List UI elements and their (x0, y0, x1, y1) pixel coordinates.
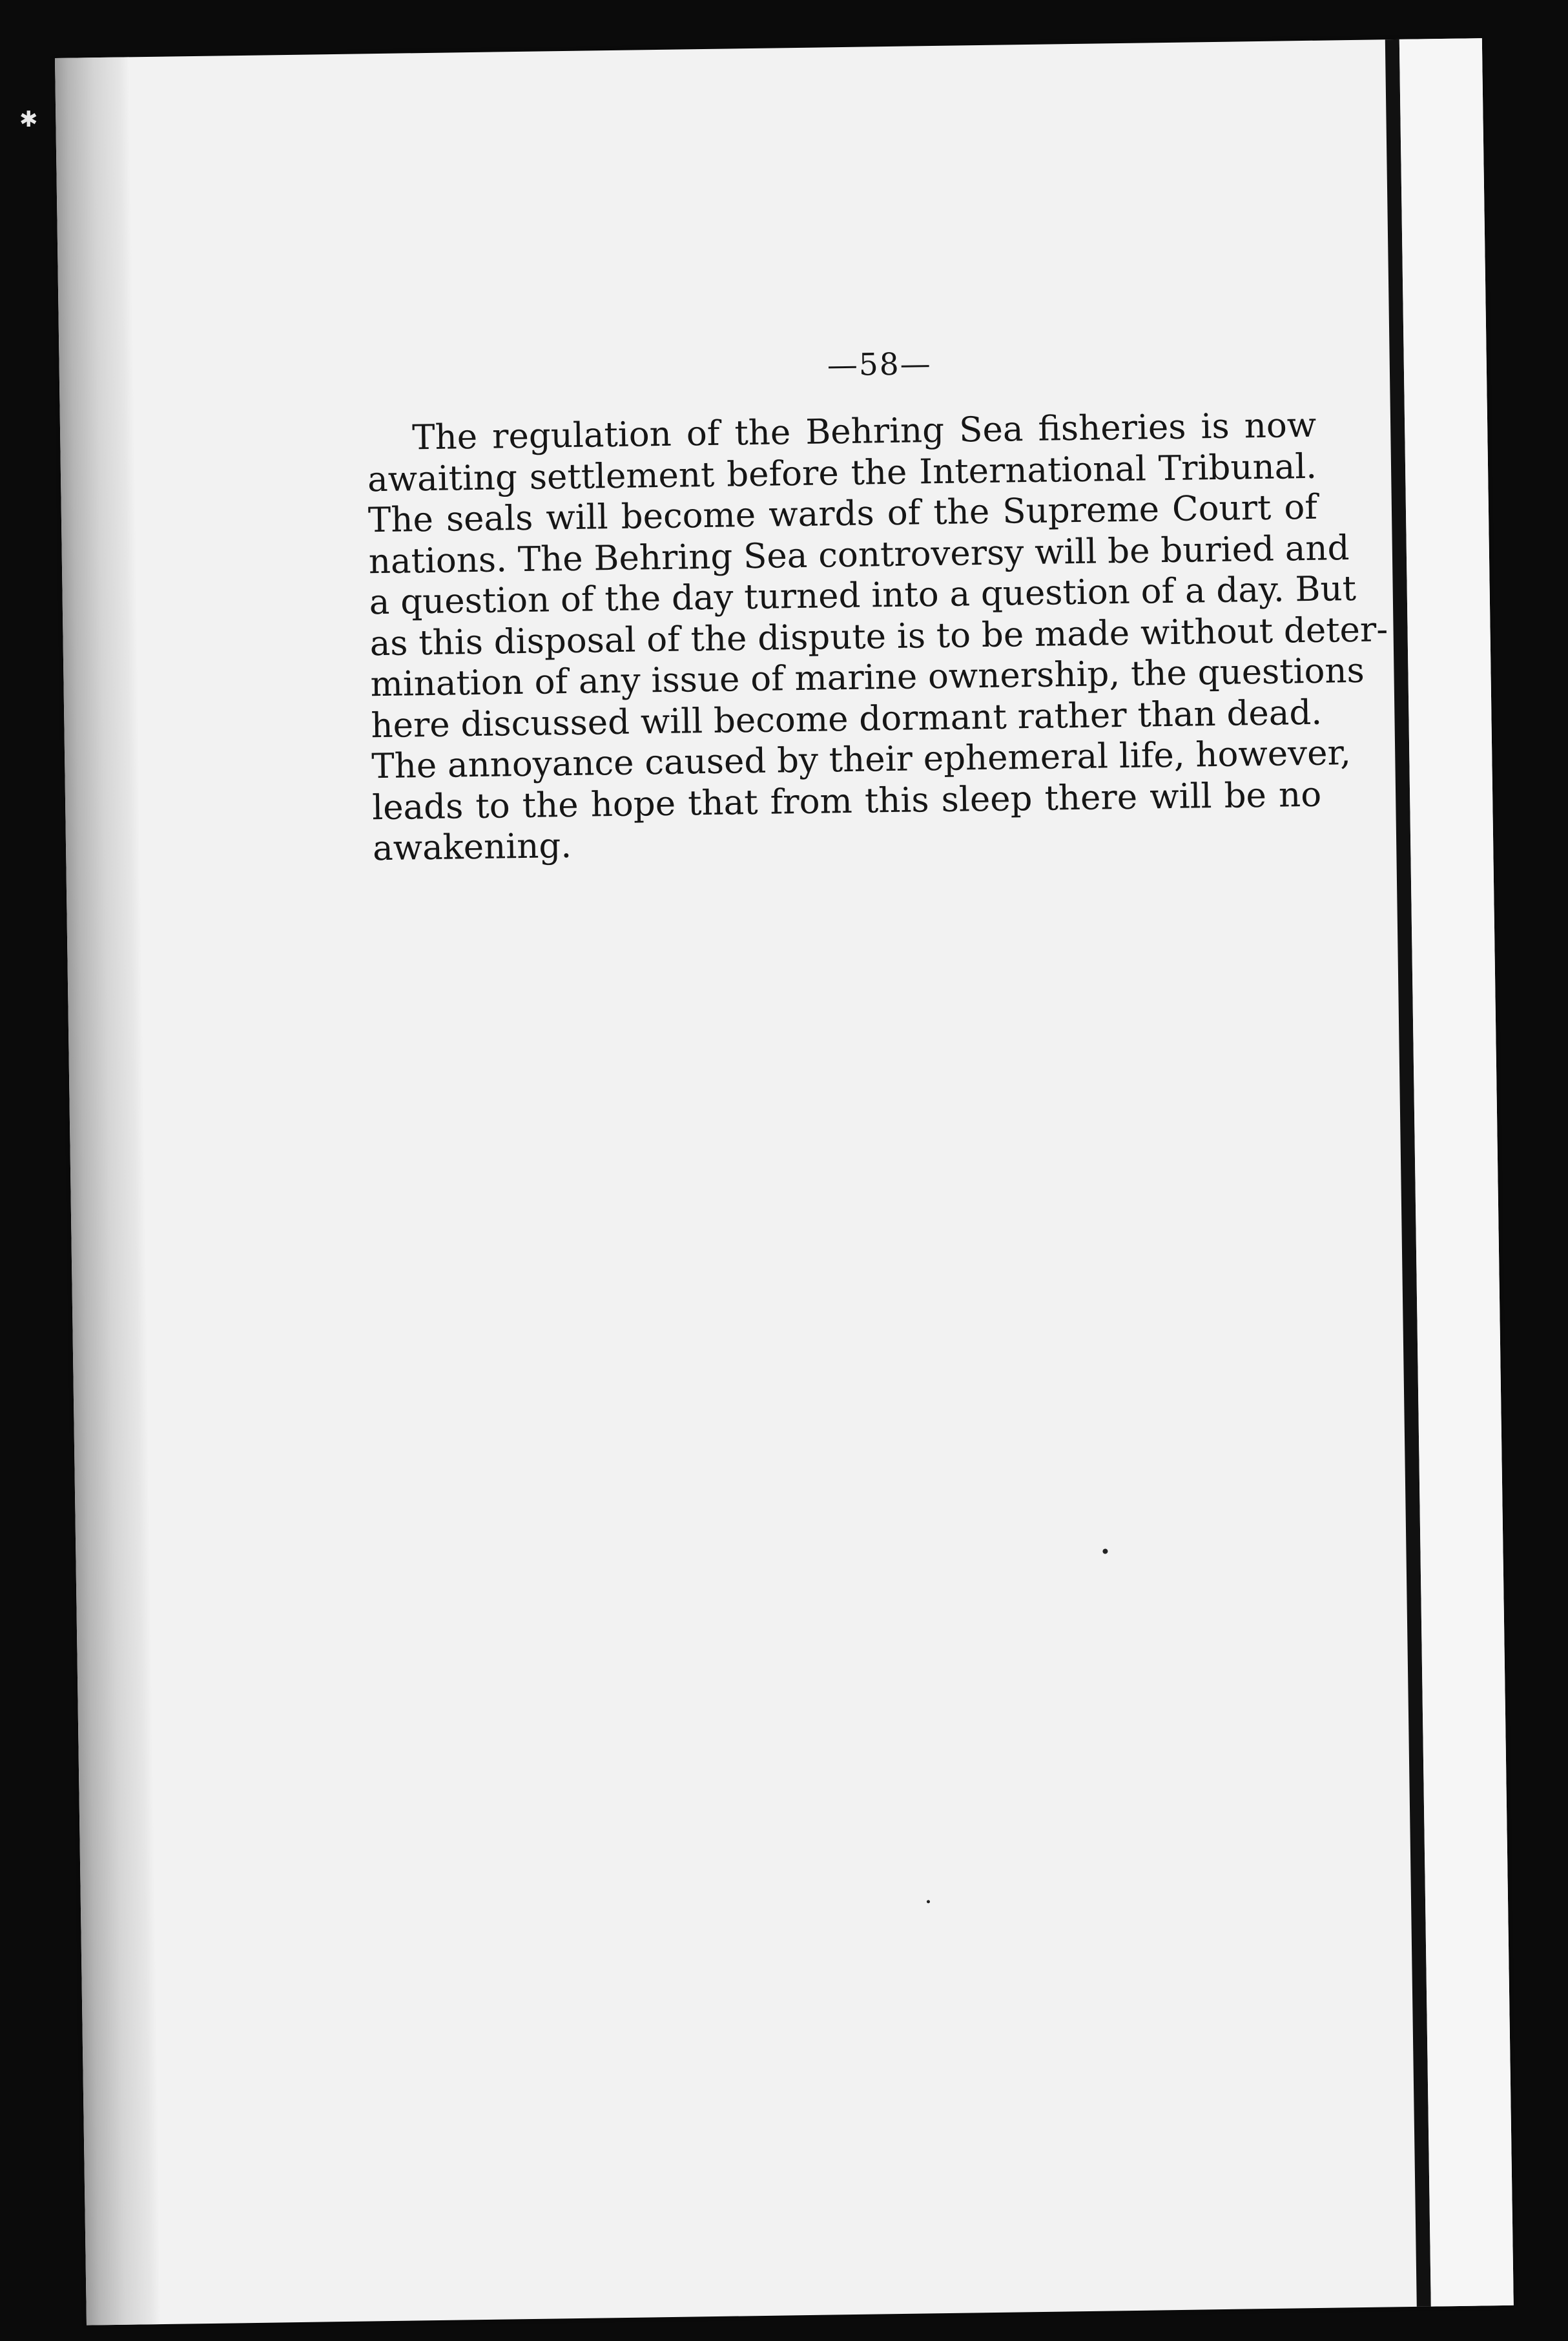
ink-speck (1102, 1548, 1108, 1554)
paragraph-line: awakening. (372, 826, 572, 869)
book-page (55, 38, 1514, 2325)
paragraph-line: The seals will become wards of the Supreme Court of (367, 487, 1318, 541)
scan-corner-mark: ✱ (19, 107, 38, 132)
paragraph-line: as this disposal of the dispute is to be made without deter- (369, 609, 1388, 663)
paragraph-line: The annoyance caused by their ephemeral life, however, (371, 733, 1352, 787)
page-number: —58— (827, 346, 933, 384)
paragraph-line: The regulation of the Behring Sea fisheries is now (411, 405, 1317, 458)
paragraph-line: here discussed will become dormant rather than dead. (371, 692, 1323, 745)
ink-speck (927, 1900, 930, 1903)
paragraph-line: leads to the hope that from this sleep there will be no (371, 775, 1322, 827)
page-content (366, 341, 1388, 869)
paragraph-line: a question of the day turned into a question of a day. But (369, 568, 1357, 623)
paragraph-line: nations. The Behring Sea controversy will be buried and (368, 528, 1350, 581)
paragraph-line: awaiting settlement before the International Tribunal. (367, 446, 1317, 499)
page-edge-shadow (55, 57, 161, 2325)
body-paragraph (367, 405, 1388, 869)
paragraph-line: mination of any issue of marine ownership, the questions (370, 650, 1365, 705)
